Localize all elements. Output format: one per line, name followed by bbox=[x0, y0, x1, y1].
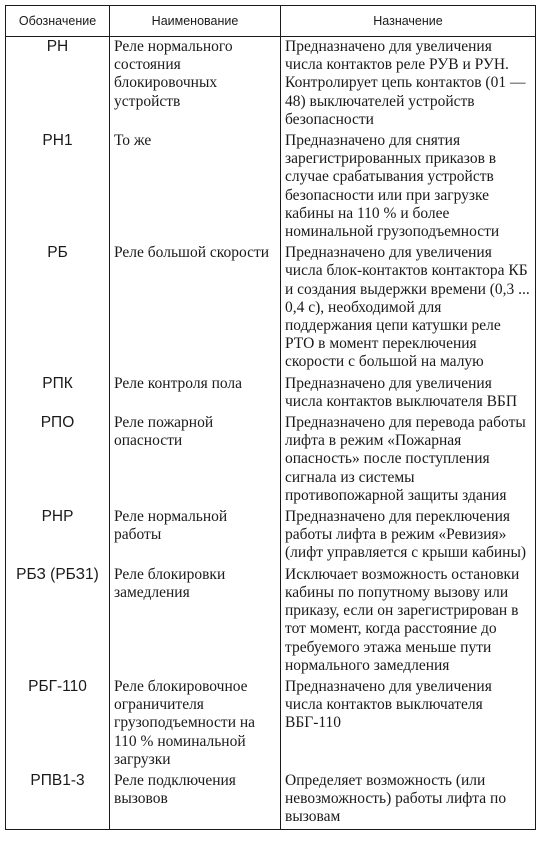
relay-name: Реле блокировочное ограничителя грузоподъемности на 110 % номинальной загрузки bbox=[110, 677, 281, 771]
relay-purpose: Предназначено для увеличения числа контактов реле РУВ и РУН. Контролирует цепь контактов (01 — 48) выключателей устройств безопасности bbox=[281, 37, 536, 132]
relay-purpose: Предназначено для переключения работы лифта в режим «Ревизия» (лифт управляется с крыши кабины) bbox=[281, 507, 536, 565]
relay-name: Реле блокировки замедления bbox=[110, 565, 281, 677]
relay-name: Реле большой скорости bbox=[110, 243, 281, 373]
relay-code: РБ bbox=[6, 243, 110, 373]
table-row bbox=[6, 413, 536, 507]
relay-purpose: Предназначено для перевода работы лифта в режим «Пожарная опасность» после поступления сигнала из системы противопожарной защиты здания bbox=[281, 413, 536, 507]
header-name: Наименование bbox=[110, 6, 281, 37]
relay-name: Реле подключения вызовов bbox=[110, 771, 281, 829]
relay-code: РПО bbox=[6, 413, 110, 507]
relay-purpose: Предназначено для увеличения числа контактов выключателя ВБП bbox=[281, 374, 536, 413]
relay-code: РБГ-110 bbox=[6, 677, 110, 771]
relay-name: Реле нормальной работы bbox=[110, 507, 281, 565]
document-page bbox=[5, 5, 535, 830]
table-row bbox=[6, 565, 536, 677]
relay-code: РПК bbox=[6, 374, 110, 413]
relay-name: Реле контроля пола bbox=[110, 374, 281, 413]
table-row bbox=[6, 507, 536, 565]
relay-code: РБЗ (РБЗ1) bbox=[6, 565, 110, 677]
relay-name: Реле пожарной опасности bbox=[110, 413, 281, 507]
relay-code: РН1 bbox=[6, 131, 110, 243]
table-header bbox=[6, 6, 536, 37]
relay-code: РПВ1-3 bbox=[6, 771, 110, 829]
table-row bbox=[6, 677, 536, 771]
table-row bbox=[6, 374, 536, 413]
relay-name: Реле нормального состояния блокировочных устройств bbox=[110, 37, 281, 132]
relay-table bbox=[5, 5, 536, 830]
relay-purpose: Предназначено для увеличения числа блок-контактов контактора КБ и создания выдержки времени (0,3 ... 0,4 с), необходимой для поддержания цепи катушки реле РТО в момент переключения скорости с большой на малую bbox=[281, 243, 536, 373]
header-code: Обозначение bbox=[6, 6, 110, 37]
header-row bbox=[6, 6, 536, 37]
relay-code: РНР bbox=[6, 507, 110, 565]
table-row bbox=[6, 37, 536, 132]
table-row bbox=[6, 771, 536, 829]
relay-purpose: Определяет возможность (или невозможность) работы лифта по вызовам bbox=[281, 771, 536, 829]
table-row bbox=[6, 131, 536, 243]
relay-name: То же bbox=[110, 131, 281, 243]
relay-purpose: Предназначено для снятия зарегистрированных приказов в случае срабатывания устройств безопасности или при загрузке кабины на 110 % и более номинальной грузоподъемности bbox=[281, 131, 536, 243]
relay-purpose: Предназначено для увеличения числа контактов выключателя ВБГ-110 bbox=[281, 677, 536, 771]
header-purpose: Назначение bbox=[281, 6, 536, 37]
table-row bbox=[6, 243, 536, 373]
table-body bbox=[6, 37, 536, 830]
relay-purpose: Исключает возможность остановки кабины по попутному вызову или приказу, если он зарегистрирован в тот момент, когда расстояние до требуемого этажа меньше пути нормального замедления bbox=[281, 565, 536, 677]
relay-code: РН bbox=[6, 37, 110, 132]
